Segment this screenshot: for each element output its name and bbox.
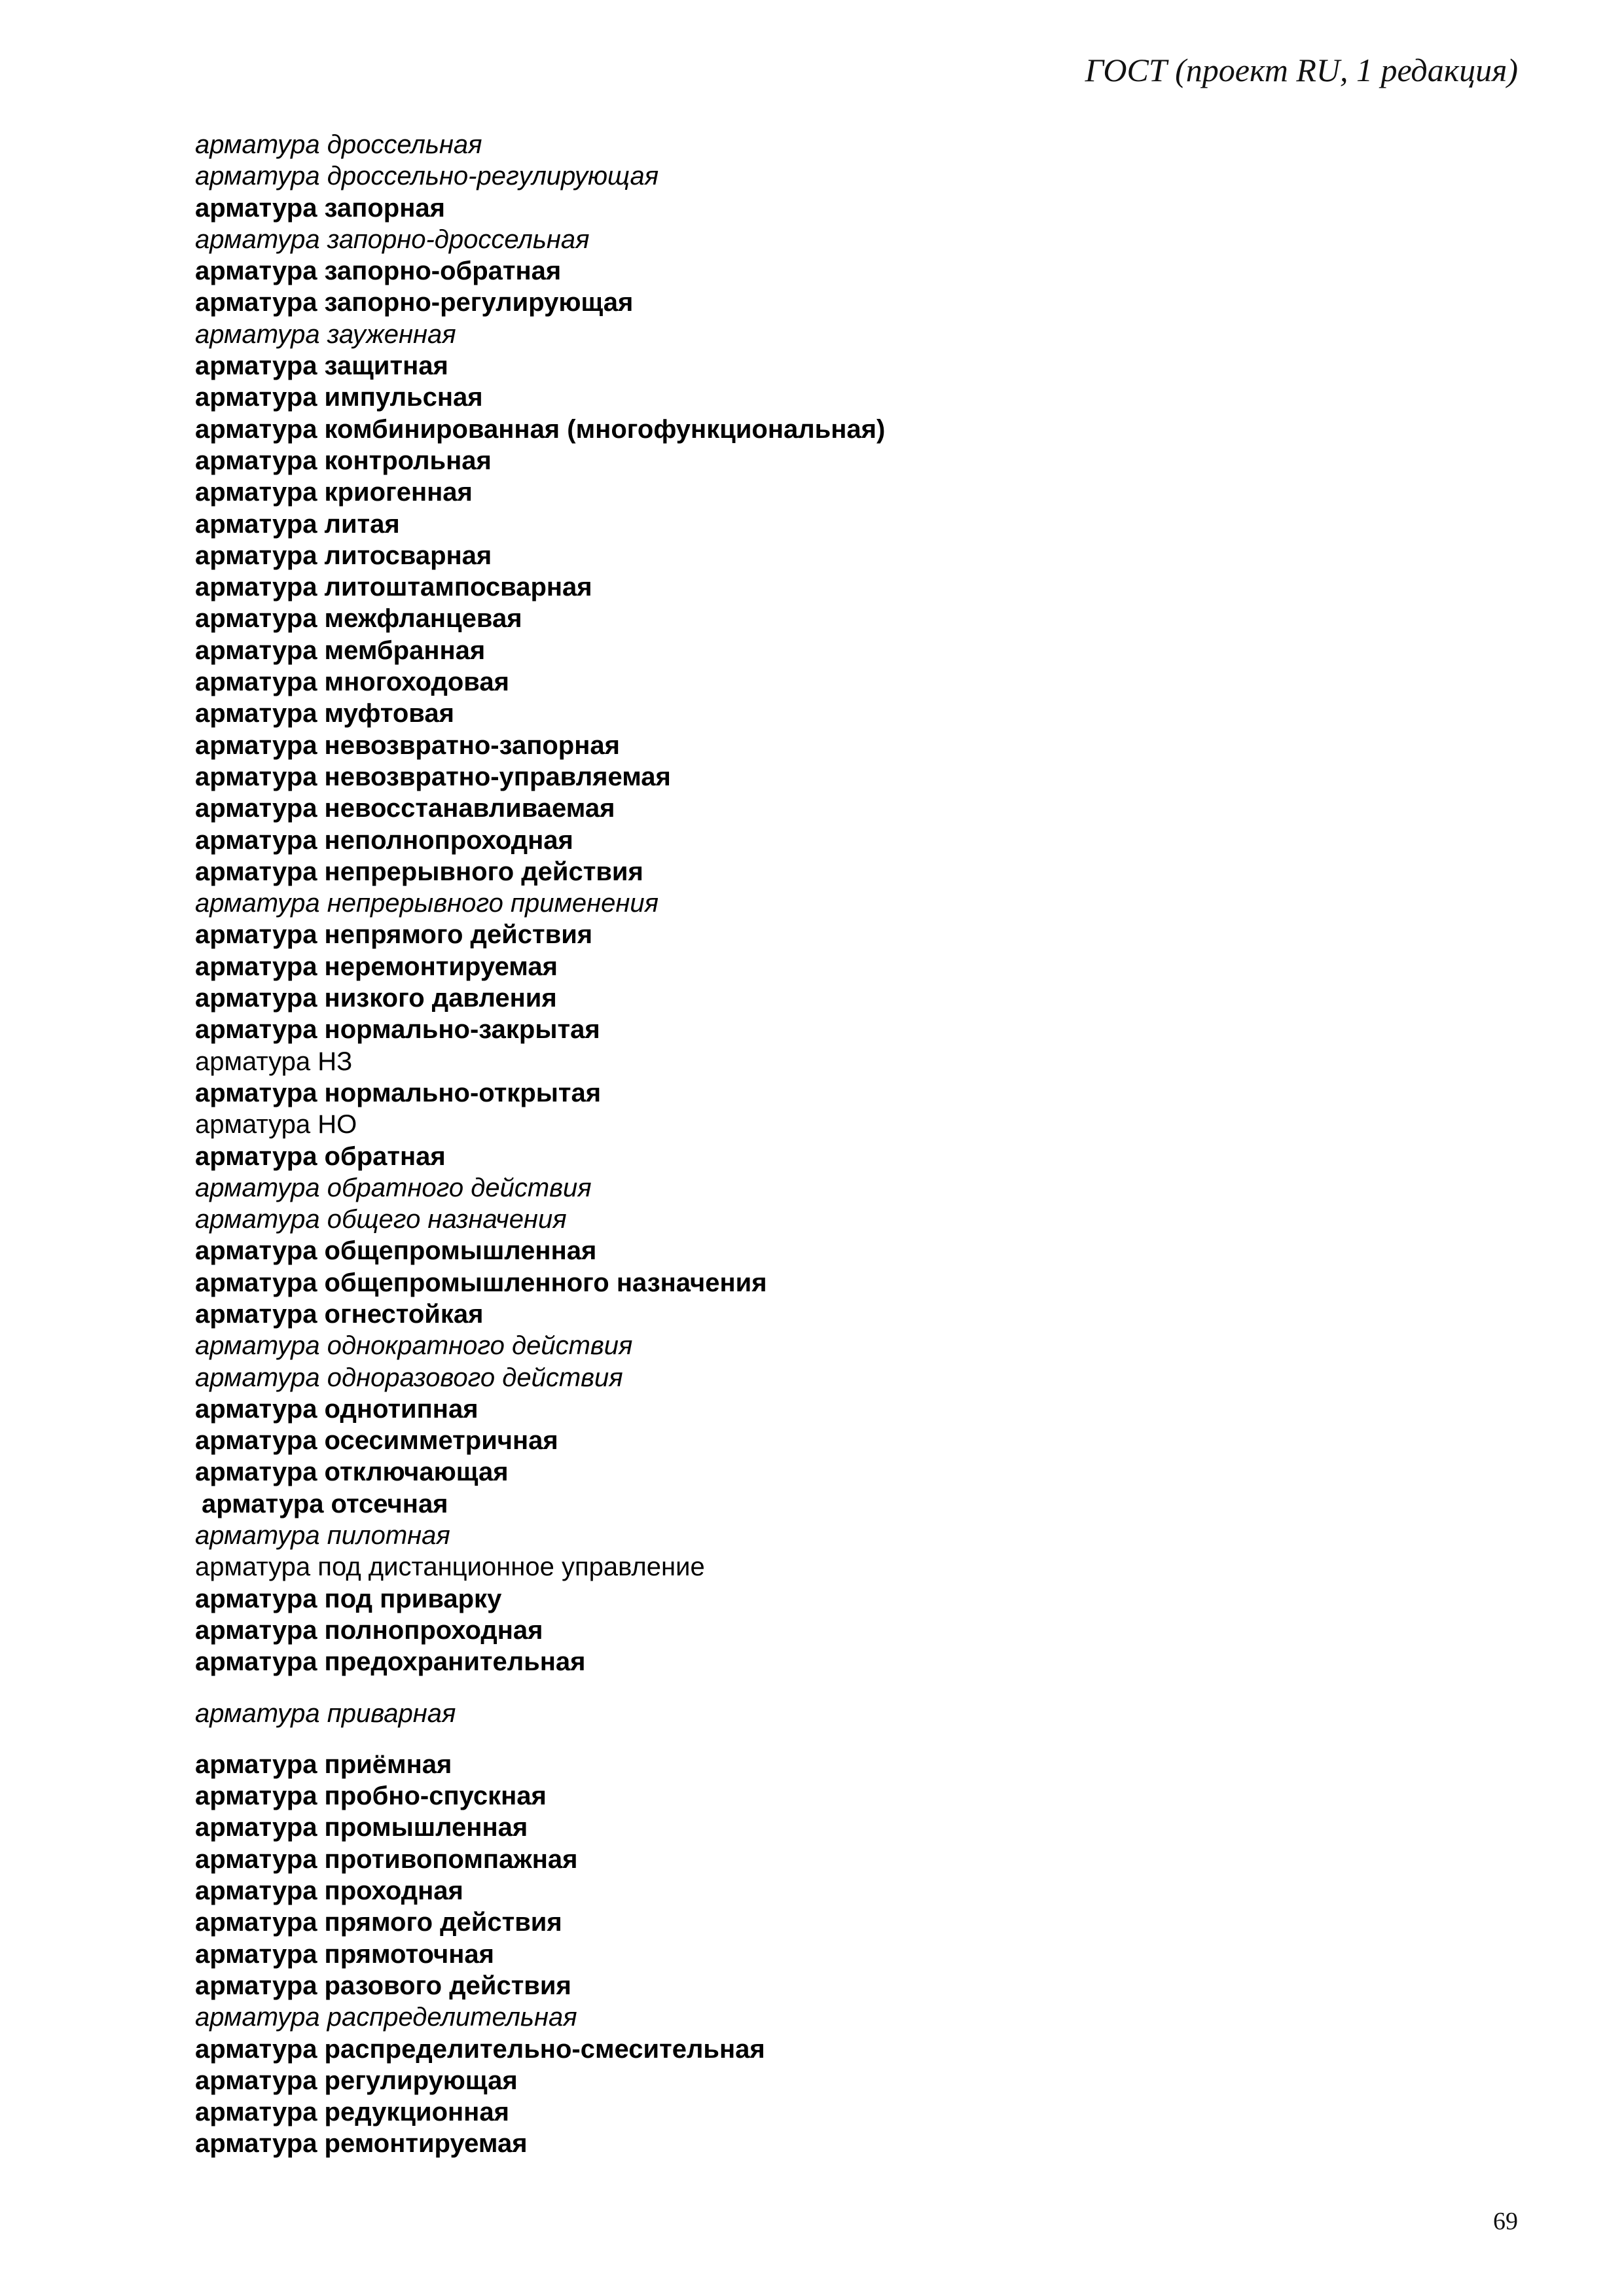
page-number: 69 [1493, 2208, 1518, 2235]
term-item: арматура редукционная [195, 2098, 509, 2127]
term-item: арматура промышленная [195, 1813, 528, 1842]
term-item: арматура низкого давления [195, 984, 557, 1013]
term-item: арматура обратная [195, 1141, 446, 1171]
term-item: арматура защитная [195, 351, 448, 381]
term-item: арматура предохранительная [195, 1647, 586, 1677]
term-item: арматура разового действия [195, 1971, 571, 2000]
term-item: арматура комбинированная (многофункциональная) [195, 414, 886, 444]
term-item: арматура однотипная [195, 1394, 478, 1424]
term-item: арматура однократного действия [195, 1331, 633, 1361]
term-item: арматура ремонтируемая [195, 2129, 528, 2159]
term-item: арматура межфланцевая [195, 604, 522, 634]
term-item: арматура распределительная [195, 2003, 577, 2032]
document-header: ГОСТ (проект RU, 1 редакция) [1085, 52, 1518, 88]
term-item: арматура дроссельно-регулирующая [195, 162, 659, 191]
term-item: арматура запорная [195, 193, 445, 223]
term-item: арматура пилотная [195, 1521, 450, 1551]
term-item: арматура литая [195, 509, 400, 539]
term-item: арматура НО [195, 1110, 357, 1139]
term-item: арматура приёмная [195, 1749, 452, 1779]
term-item: арматура запорно-обратная [195, 257, 562, 286]
term-item: арматура огнестойкая [195, 1299, 484, 1329]
term-item: арматура многоходовая [195, 668, 509, 697]
term-item: арматура проходная [195, 1876, 463, 1906]
term-item: арматура муфтовая [195, 699, 454, 728]
term-item: арматура под приварку [195, 1584, 502, 1613]
term-item: арматура регулирующая [195, 2066, 518, 2095]
term-item: арматура литосварная [195, 541, 492, 570]
term-item: арматура противопомпажная [195, 1844, 578, 1874]
term-list [195, 129, 1504, 2160]
term-item: арматура прямоточная [195, 1939, 494, 1969]
term-item: арматура мембранная [195, 636, 486, 665]
term-item: арматура осесимметричная [195, 1426, 558, 1456]
term-item: арматура распределительно-смесительная [195, 2034, 765, 2064]
term-item: арматура общепромышленная [195, 1236, 597, 1266]
term-item: арматура литоштампосварная [195, 573, 592, 602]
term-item: арматура криогенная [195, 478, 473, 507]
term-item: арматура зауженная [195, 319, 456, 349]
term-item: арматура импульсная [195, 383, 483, 412]
term-item: арматура невосстанавливаемая [195, 794, 615, 823]
term-item: арматура запорно-дроссельная [195, 224, 590, 254]
term-item: арматура НЗ [195, 1047, 353, 1076]
term-item: арматура контрольная [195, 446, 492, 475]
term-item: арматура под дистанционное управление [195, 1552, 705, 1582]
term-item: арматура обратного действия [195, 1173, 592, 1202]
term-item: арматура невозвратно-управляемая [195, 762, 671, 791]
term-item: арматура общепромышленного назначения [195, 1268, 767, 1297]
term-item: арматура пробно-спускная [195, 1782, 547, 1811]
term-item: арматура одноразового действия [195, 1363, 623, 1392]
term-item: арматура непрерывного применения [195, 889, 659, 918]
term-item: арматура отсечная [202, 1489, 448, 1518]
term-item: арматура непрерывного действия [195, 857, 643, 886]
term-item: арматура непрямого действия [195, 920, 593, 950]
term-item: арматура невозвратно-запорная [195, 730, 620, 760]
term-item: арматура приварная [195, 1698, 456, 1728]
term-item: арматура запорно-регулирующая [195, 288, 634, 317]
term-item: арматура дроссельная [195, 130, 482, 159]
term-item: арматура нормально-закрытая [195, 1015, 600, 1045]
term-item: арматура прямого действия [195, 1908, 562, 1937]
term-item: арматура отключающая [195, 1458, 509, 1487]
term-item: арматура неполнопроходная [195, 825, 573, 855]
term-item: арматура общего назначения [195, 1205, 567, 1234]
term-item: арматура нормально-открытая [195, 1078, 602, 1107]
term-item: арматура полнопроходная [195, 1615, 543, 1645]
term-item: арматура неремонтируемая [195, 952, 558, 981]
